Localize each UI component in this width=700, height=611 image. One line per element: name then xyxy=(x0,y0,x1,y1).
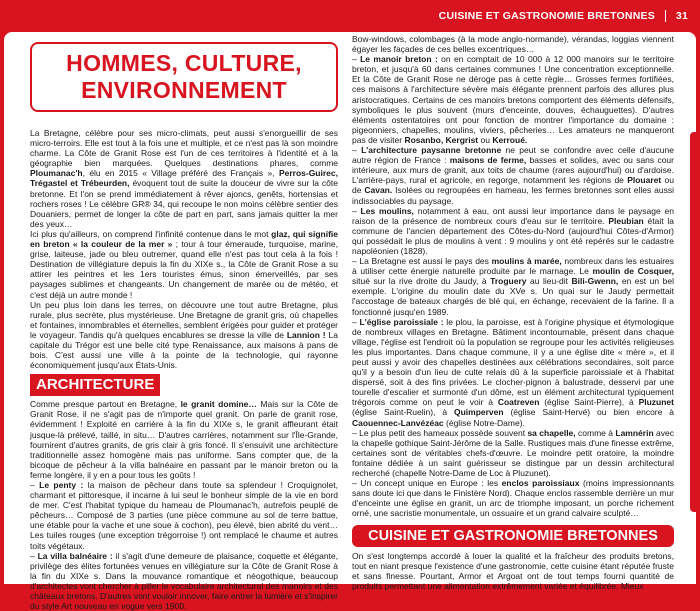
left-column xyxy=(30,32,339,611)
main-title-line-1: HOMMES, CULTURE, xyxy=(66,50,302,76)
architecture-paragraph: Comme presque partout en Bretagne, le granit domine… Mais sur la Côte de Granit Rose, il ne s'agit pas de n'importe quel granit. On parle de granit rose, évidemment ! Exploité en carrière à la fin du XIXe s, le granit affleurant était jusque-là prélevé, taillé, in situ… D'autres carrières, notamment sur l'Île-Grande, fournirent d'autres granits, de gris clair à gris foncé. Il s'ensuivit une architecture traditionnelle assez homogène mais pas uniforme. Sans compter que, de la bicoque de pêcheur à la villa balnéaire en passant par le manoir breton ou la ferme longère, il y en a pour tous les goûts ! xyxy=(30,399,339,480)
manoir-paragraph: – Le manoir breton : on en comptait de 10 000 à 12 000 manoirs sur le territoire breton, et jusqu'à 60 dans certaines communes ! Une concentration exceptionnelle. Et la Côte de Granit Rose ne déroge pas à cette règle… Grosses fermes fortifiées, ces maisons à l'architecture sévère mais élégante prennent parfois des allures plus aristocratiques. Certains de ces manoirs bretons comportent des éléments défensifs, symboliques le plus souvent (murs d'enceinte, douves, échauguettes). D'autres éléments ostentatoires ont pour fonction de montrer l'importance du domaine : pigeonniers, chapelles, moulins, viviers, pêcheries… Les amateurs ne manqueront pas de visiter Rosanbo, Kergrist ou Kerroué. xyxy=(352,54,674,145)
right-column xyxy=(352,34,675,591)
section-heading-architecture: ARCHITECTURE xyxy=(30,374,160,396)
section-heading-cuisine: CUISINE ET GASTRONOMIE BRETONNES xyxy=(352,525,674,547)
header-section-title: CUISINE ET GASTRONOMIE BRETONNES xyxy=(438,10,655,22)
running-header xyxy=(0,0,700,32)
enclos-paragraph: – Un concept unique en Europe : les enclos paroissiaux (moins impressionnants sans doute ici que dans le Finistère Nord). Chaque enclos rassemble derrière un mur d'enceinte une église en granit, un arc de triomphe imposant, un porche richement orné, une sacristie monumentale, un ossuaire et un grand calvaire sculpté… xyxy=(352,478,675,519)
moulins-maree-paragraph: – La Bretagne est aussi le pays des moulins à marée, nombreux dans les estuaires à utiliser cette énergie naturelle produite par le marnage. Le moulin de Cosquer, situé sur la rive droite du Jaudy, à Troguery au lieu-dit Bili-Gwenn, en est un bel exemple. L'origine du moulin date du XVe s. Un quai sur le Jaudy permettait l'accostage de bateaux chargés de blé qui, en échange, recevaient de la farine. Il a fonctionné jusqu'en 1989. xyxy=(352,256,674,317)
page-number: 31 xyxy=(675,10,688,22)
moulins-paragraph: – Les moulins, notamment à eau, ont aussi leur importance dans le paysage en raison de la présence de nombreux cours d'eau sur le territoire. Pleubian était la commune de l'ancien département des Côtes-du-Nord (aujourd'hui Côtes-d'Armor) qui possédait le plus de moulins à vent : 9 moulins y ont été repérés sur le cadastre napoléonien (1828). xyxy=(352,205,674,256)
intro-paragraph-3: Un peu plus loin dans les terres, on découvre une tout autre Bretagne, plus rurale, plus secrète, plus mystérieuse. Une Bretagne de granit gris, où chapelles et fontaines, innombrables et éternelles, semblent érigées pour guider et protéger le voyageur. Tandis qu'à quelques encablures se dresse la ville de Lannion ! La capitale du Trégor est une belle cité type Renaissance, aux maisons à pans de bois. C'est aussi une ville à la pointe de la technologie, qui rayonne économiquement jusqu'aux États-Unis. xyxy=(30,299,338,371)
page-sheet xyxy=(4,32,696,611)
main-title-box xyxy=(30,42,338,112)
page-edge-tab xyxy=(690,132,696,512)
header-separator xyxy=(665,10,666,22)
eglise-paragraph: – L'église paroissiale : le plou, la paroisse, est à l'origine physique et étymologique de nombreux villages en Bretagne. Bâtiment incontournable, présent dans chaque village, l'église est l'endroit où la population se regroupe pour les activités religieuses les plus importantes. Dans chaque commune, il y a une église dite « mère », et il peut aussi y avoir des chapelles destinées aux célébrations secondaires, soit parce qu'il y a besoin d'un lieu de culte relais dû à la superficie paroissiale et à l'habitat dispersé, soit à des fins privées. Le clocher-pignon à balustrade, desservi par une tourelle d'escalier et surmonté d'un dôme, est un élément architectural typiquement trégorois comme on peut le voir à Coatreven (église Saint-Pierre), à Pluzunet (église Saint-Ruelin), à Quimperven (église Saint-Hervé) ou bien encore à Caouennec-Lanvézéac (église Notre-Dame). xyxy=(352,316,674,428)
intro-paragraph-1: La Bretagne, célèbre pour ses micro-climats, peut aussi s'enorgueillir de ses micro-terroirs. Elle est tout à la fois une et multiple, et ce n'est pas là son moindre charme. La Côte de Granit Rose est l'un de ces territoires à l'identité et à la géographie bien marquées. Quelques destinations phares, comme Ploumanac'h, élu en 2015 « Village préféré des Français », Perros-Guirec, Trégastel et Trébeurden, évoquent tout de suite la douceur de vivre sur la côte bretonne. Et l'on se prend immédiatement à rêver ajoncs, genêts, hortensias et rochers roses ! Le célèbre GR® 34, qui recoupe le non moins célèbre sentier des Douaniers, permet de longer la côte de part en part, sans jamais quitter la mer des yeux… xyxy=(30,128,338,229)
main-title-line-2: ENVIRONNEMENT xyxy=(81,77,287,103)
bow-windows-paragraph: Bow-windows, colombages (à la mode anglo-normande), vérandas, loggias viennent égayer les façades de ces belles excentriques… xyxy=(352,34,674,55)
lamnerin-paragraph: – Le plus petit des hameaux possède souvent sa chapelle, comme à Lamnérin avec la chapelle gothique Saint-Jérôme de la Salle. Rustiques mais d'une finesse extrême, certaines sont de véritables chefs-d'œuvre. Le moindre petit oratoire, la moindre fontaine dédiée à un saint guérisseur se distingue par un dessin architectural recherché (chapelle Notre-Dame de Loc à Pluzunet). xyxy=(352,427,674,479)
penty-paragraph: – Le penty : la maison de pêcheur dans toute sa splendeur ! Croquignolet, charmant et pittoresque, il incarne à lui seul le bonheur simple de la vie en bord de mer. C'est l'habitat typique du hameau de Ploumanac'h, autrefois peuplé de pêcheurs… Composé de 3 parties (une pièce commune au sol de terre battue, une étable pour la vache et une soue à cochon), peu élevé, bien abrité du vent… Les tuiles rouges (une exception trégorroise !) ont remplacé le chaume et autres toits végétaux. xyxy=(30,480,338,551)
intro-paragraph-2: Ici plus qu'ailleurs, on comprend l'infinité contenue dans le mot glaz, qui signifie en breton « la couleur de la mer » ; tour à tour émeraude, turquoise, marine, grise, laiteuse, jade ou bleu outremer, quand elle n'est pas tout cela à la fois ! Destination de villégiature depuis la fin du XIXe s., la Côte de Granit Rose a su attirer les peintres et les 1ers touristes émus, sinon émerveillés, par ses paysages sublimes et changeants. Un changement de marée ou de météo, et c'est déjà un autre monde ! xyxy=(30,228,338,300)
villa-paragraph: – La villa balnéaire : il s'agit d'une demeure de plaisance, coquette et élégante, privilège des élites fortunées venues en villégiature sur la Côte de Granit Rose à la fin du XIXe s. Dans la mouvance romantique et néogothique, beaucoup d'architectes vont chercher à piller le vocabulaire architectural des manoirs et des châteaux bretons. D'autres vont vouloir innover, faire entrer la lumière et s'inspirer du style Art nouveau en vogue vers 1900. xyxy=(30,550,338,611)
cuisine-paragraph: On s'est longtemps accordé à louer la qualité et la fraîcheur des produits bretons, tout en niant presque l'existence d'une gastronomie, cette cuisine étant réputée fruste et sans finesse. Pourtant, Armor et Argoat ont de tout temps fourni quantité de produits permettant une alimentation extrêmement variée et équilibrée. Mieux xyxy=(352,550,674,591)
paysanne-paragraph: – L'architecture paysanne bretonne ne peut se confondre avec celle d'aucune autre région de France : maisons de ferme, basses et solides, avec ou sans cour intérieure, aux murs de granit, aux toits de chaume (rares aujourd'hui) ou d'ardoise. L'arrière-pays, rural et agricole, en regorge, notamment les régions de Plouaret ou de Cavan. Isolées ou regroupées en hameau, les fermes bretonnes sont elles aussi indissociables du paysage. xyxy=(352,145,674,206)
